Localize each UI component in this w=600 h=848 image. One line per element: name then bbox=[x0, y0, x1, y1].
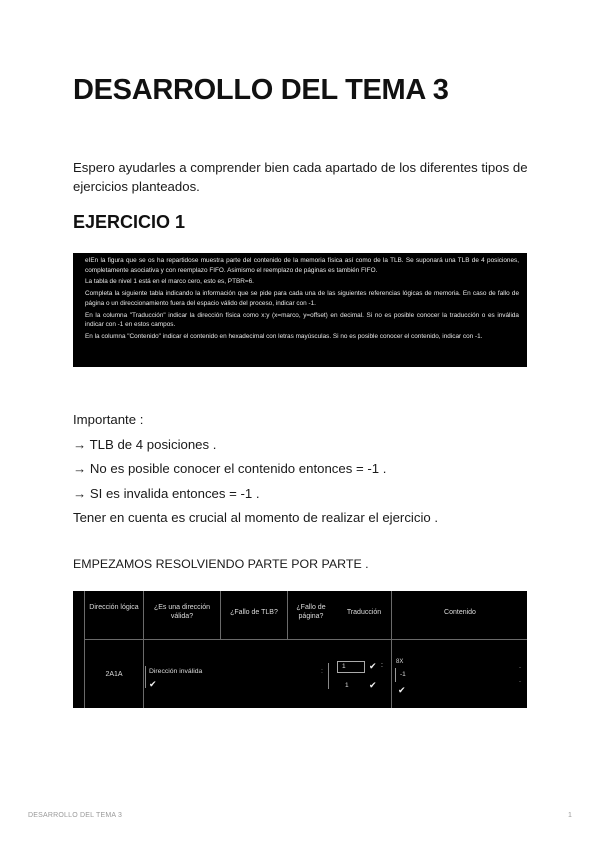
header-translation: Traducción bbox=[346, 609, 382, 616]
start-text: EMPEZAMOS RESOLVIENDO PARTE POR PARTE . bbox=[73, 557, 369, 571]
content-top-label: 8X bbox=[396, 659, 404, 665]
header-tlb-miss: ¿Fallo de TLB? bbox=[230, 609, 278, 616]
exercise-paragraph: Completa la siguiente tabla indicando la información que se pide para cada una de las siguientes referencias lógicas de memoria. En caso de fallo de página o un direccionamiento fuera del espacio válido del proceso, indicar con -1. bbox=[85, 290, 519, 307]
field-marker bbox=[328, 663, 330, 689]
important-section bbox=[73, 412, 533, 535]
header-valid: ¿Es una dirección válida? bbox=[153, 604, 211, 620]
page-title: DESARROLLO DEL TEMA 3 bbox=[73, 74, 449, 106]
important-item: → No es posible conocer el contenido entonces = -1 . bbox=[73, 461, 387, 476]
row-logical-address: 2A1A bbox=[105, 671, 123, 678]
exercise-paragraph: La tabla de nivel 1 está en el marco cero, esto es, PTBR=6. bbox=[85, 278, 254, 286]
row-valid-value: Dirección inválida bbox=[149, 668, 203, 675]
check-icon: ✔ bbox=[369, 661, 377, 671]
table-divider bbox=[287, 591, 288, 639]
table-divider bbox=[84, 591, 85, 708]
check-icon: ✔ bbox=[369, 680, 377, 690]
check-icon: ✔ bbox=[149, 679, 157, 689]
field-marker: - bbox=[519, 679, 521, 685]
important-item: → TLB de 4 posiciones . bbox=[73, 436, 217, 452]
important-label: Importante : bbox=[73, 412, 144, 427]
table-divider bbox=[220, 591, 221, 639]
exercise-heading: EJERCICIO 1 bbox=[73, 212, 186, 232]
table-divider bbox=[143, 591, 144, 708]
field-marker: : bbox=[321, 668, 323, 675]
footer-title: DESARROLLO DEL TEMA 3 bbox=[28, 812, 123, 819]
exercise-statement-image bbox=[73, 253, 527, 367]
intro-paragraph: Espero ayudarles a comprender bien cada apartado de los diferentes tipos de ejercicios planteados. bbox=[73, 160, 528, 194]
exercise-paragraph: En la columna "Traducción" indicar la dirección física como x:y (x=marco, y=offset) en decimal. Si no es posible conocer la traducción o es inválida indicar con -1 en estos campos. bbox=[85, 311, 519, 329]
content-value: -1 bbox=[400, 671, 406, 678]
table-divider bbox=[84, 639, 527, 640]
translation-separator: : bbox=[381, 662, 383, 669]
translation-x-input[interactable]: 1 bbox=[337, 661, 365, 673]
exercise-paragraph: eIEn la figura que se os ha repartidose muestra parte del contenido de la memoria física así como de la TLB. Se suponará una TLB de 4 posiciones, completamente asociativa y con reemplazo FIFO. Asimismo el reemplazo de páginas es también FIFO. bbox=[85, 257, 519, 274]
header-page-fault: ¿Fallo de página? bbox=[296, 604, 326, 620]
header-content: Contenido bbox=[444, 609, 476, 616]
translation-y-value: 1 bbox=[345, 682, 349, 689]
footer-page-number: 1 bbox=[568, 812, 572, 819]
exercise-paragraph: En la columna "Contenido" indicar el contenido en hexadecimal con letras mayúsculas. Si no es posible conocer el contenido, indicar con -1. bbox=[85, 333, 483, 341]
field-marker bbox=[145, 666, 147, 688]
header-logical-address: Dirección lógica bbox=[89, 604, 139, 611]
important-item: → SI es invalida entonces = -1 . bbox=[73, 485, 260, 501]
field-marker bbox=[395, 668, 397, 682]
table-divider bbox=[391, 591, 392, 708]
check-icon: ✔ bbox=[398, 685, 406, 695]
answer-table-image bbox=[73, 591, 527, 708]
field-marker: - bbox=[519, 665, 521, 671]
important-note: Tener en cuenta es crucial al momento de realizar el ejercicio . bbox=[73, 510, 439, 525]
